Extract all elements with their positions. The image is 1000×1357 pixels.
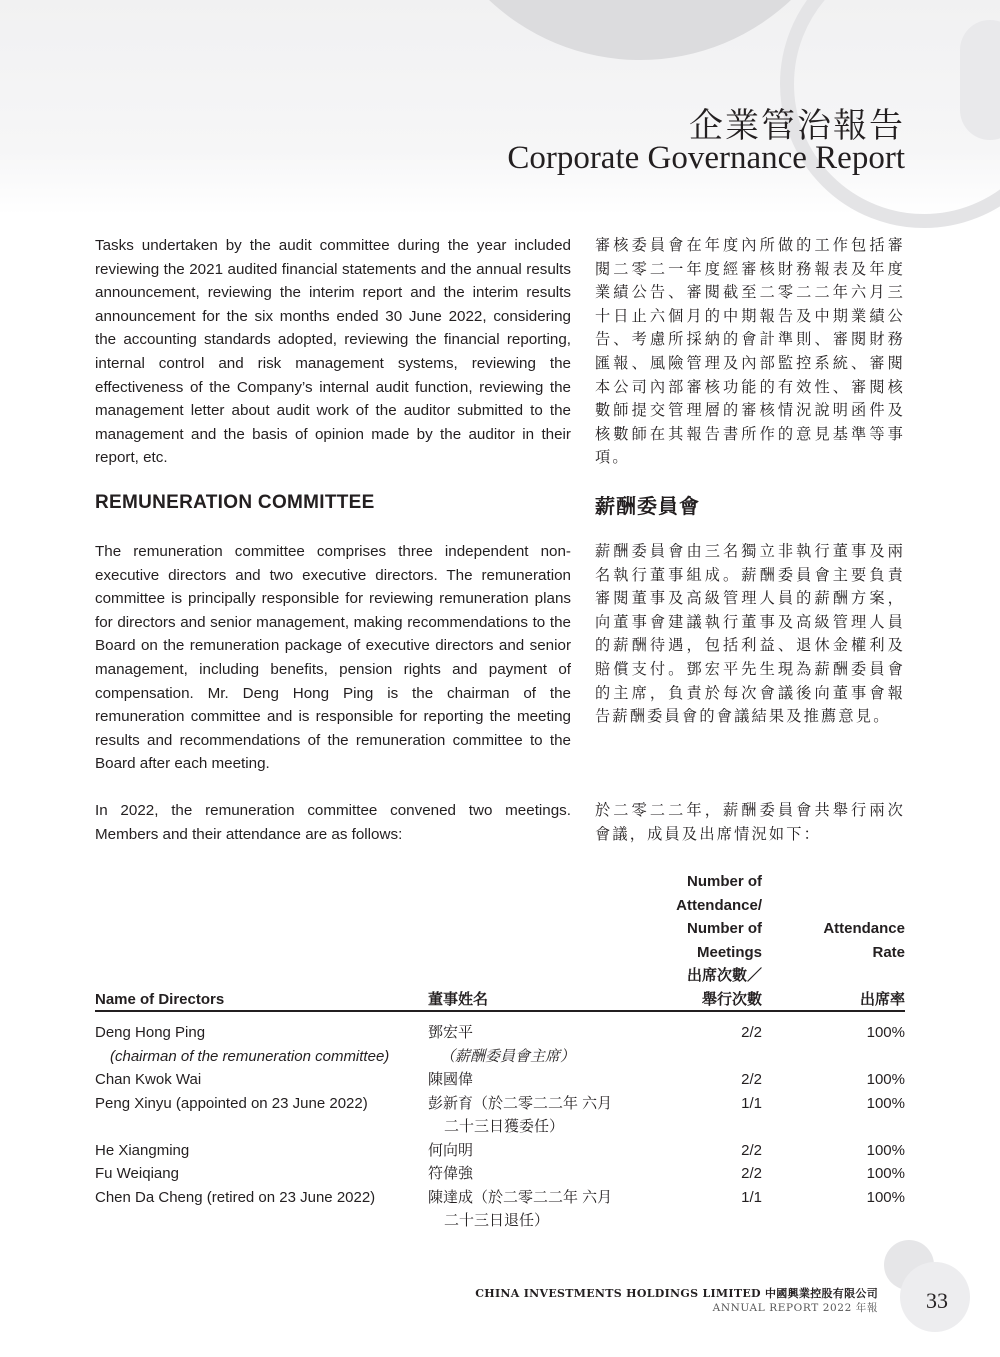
rate-value: 100% bbox=[866, 1165, 905, 1182]
attendance-value: 2/2 bbox=[741, 1024, 762, 1041]
header-line: 出席率 bbox=[859, 990, 905, 1008]
section-heading-zh: 薪酬委員會 bbox=[595, 496, 700, 518]
footer-company-name: CHINA INVESTMENTS HOLDINGS LIMITED 中國興業控股有限公司 bbox=[475, 1287, 878, 1300]
footer-report-title: ANNUAL REPORT 2022 年報 bbox=[712, 1302, 878, 1314]
rate-value: 100% bbox=[866, 1142, 905, 1159]
rate-value: 100% bbox=[866, 1189, 905, 1206]
header-line: Number of bbox=[687, 920, 762, 938]
rate-value: 100% bbox=[866, 1095, 905, 1112]
director-name-zh-continued: 二十三日退任） bbox=[444, 1212, 550, 1229]
rate-value: 100% bbox=[866, 1024, 905, 1041]
director-name-zh: 彭新育（於二零二二年 六月 bbox=[428, 1095, 613, 1112]
page-title-chinese: 企業管治報告 bbox=[689, 106, 905, 146]
director-name-en: Deng Hong Ping bbox=[95, 1024, 206, 1041]
director-name-en: Chen Da Cheng (retired on 23 June 2022) bbox=[95, 1189, 376, 1206]
director-name-zh: 陳國偉 bbox=[428, 1071, 474, 1088]
table-header-rule bbox=[95, 1010, 905, 1012]
header-line: Meetings bbox=[696, 943, 762, 961]
meetings-paragraph-zh: 於二零二二年，薪酬委員會共舉行兩次會議，成員及出席情況如下： bbox=[595, 802, 905, 843]
attendance-value: 2/2 bbox=[741, 1071, 762, 1088]
director-name-en: Peng Xinyu (appointed on 23 June 2022) bbox=[95, 1095, 368, 1112]
page-title-english: Corporate Governance Report bbox=[507, 140, 905, 176]
director-name-en: Fu Weiqiang bbox=[95, 1165, 179, 1182]
director-name-zh: 陳達成（於二零二二年 六月 bbox=[428, 1189, 613, 1206]
header-line: Number of bbox=[687, 873, 762, 890]
header-line: 出席次數／ bbox=[686, 967, 762, 985]
director-role-en: (chairman of the remuneration committee) bbox=[110, 1048, 390, 1065]
page-number: 33 bbox=[926, 1288, 948, 1313]
header-line: Rate bbox=[872, 943, 905, 961]
rate-column-header bbox=[780, 917, 905, 1011]
director-name-zh: 何向明 bbox=[428, 1142, 474, 1159]
attendance-value: 2/2 bbox=[741, 1142, 762, 1159]
header-line: 舉行次數 bbox=[701, 990, 762, 1008]
name-column-header-en: Name of Directors bbox=[95, 991, 225, 1008]
audit-paragraph-zh: 審核委員會在年度內所做的工作包括審閱二零二一年度經審核財務報表及年度業績公告、審閱截至二零二二年六月三十日止六個月的中期報告及中期業績公告、考慮所採納的會計準則、審閱財務匯報、風險管理及內部監控系統、審閱本公司內部審核功能的有效性、審閱核數師提交管理層的審核情況說明函件及核數師在其報告書所作的意見基準等事項。 bbox=[595, 237, 905, 467]
attendance-value: 2/2 bbox=[741, 1165, 762, 1182]
header-line: Attendance/ bbox=[676, 896, 762, 914]
meetings-paragraph-en: In 2022, the remuneration committee convened two meetings. Members and their attendance are as follows: bbox=[95, 802, 571, 843]
attendance-column-header bbox=[640, 870, 762, 1012]
director-name-en: Chan Kwok Wai bbox=[95, 1071, 202, 1088]
section-heading-en: REMUNERATION COMMITTEE bbox=[95, 492, 375, 513]
decorative-shape bbox=[960, 20, 1000, 140]
rate-value: 100% bbox=[866, 1071, 905, 1088]
director-name-zh: 符偉強 bbox=[428, 1165, 474, 1182]
remuneration-paragraph-zh: 薪酬委員會由三名獨立非執行董事及兩名執行董事組成。薪酬委員會主要負責審閱董事及高級管理人員的薪酬方案，向董事會建議執行董事及高級管理人員的薪酬待遇，包括利益、退休金權利及賠償支付。鄧宏平先生現為薪酬委員會的主席，負責於每次會議後向董事會報告薪酬委員會的會議結果及推薦意見。 bbox=[595, 543, 905, 726]
header-spacer bbox=[780, 964, 905, 988]
director-name-en: He Xiangming bbox=[95, 1142, 190, 1159]
remuneration-paragraph-en: The remuneration committee comprises three independent non-executive directors and two executive directors. The remuneration committee is principally responsible for reviewing remuneration plans for directors and senior management, making recommendations to the Board on the remuneration package of executive directors and senior management, including benefits, pension rights and payment of compensation. Mr. Deng Hong Ping is the chairman of the remuneration committee and is responsible for reporting the meeting results and recommendations of the remuneration committee to the Board after each meeting. bbox=[95, 543, 571, 773]
director-name-zh: 鄧宏平 bbox=[428, 1024, 474, 1041]
audit-paragraph-en: Tasks undertaken by the audit committee during the year included reviewing the 2021 audited financial statements and the annual results announcement, reviewing the interim report and the interim results announcement for the six months ended 30 June 2022, considering the accounting standards adopted, reviewing the financial reporting, internal control and risk management systems, reviewing the effectiveness of the Company’s internal audit function, reviewing the management letter about audit work of the auditor submitted to the management and the basis of opinion made by the auditor in their report, etc. bbox=[95, 237, 571, 467]
director-name-zh-continued: 二十三日獲委任） bbox=[444, 1118, 565, 1135]
attendance-value: 1/1 bbox=[741, 1095, 762, 1112]
director-role-zh: （薪酬委員會主席） bbox=[440, 1048, 576, 1065]
header-line: Attendance bbox=[823, 920, 905, 937]
attendance-value: 1/1 bbox=[741, 1189, 762, 1206]
name-column-header-zh: 董事姓名 bbox=[428, 991, 489, 1008]
